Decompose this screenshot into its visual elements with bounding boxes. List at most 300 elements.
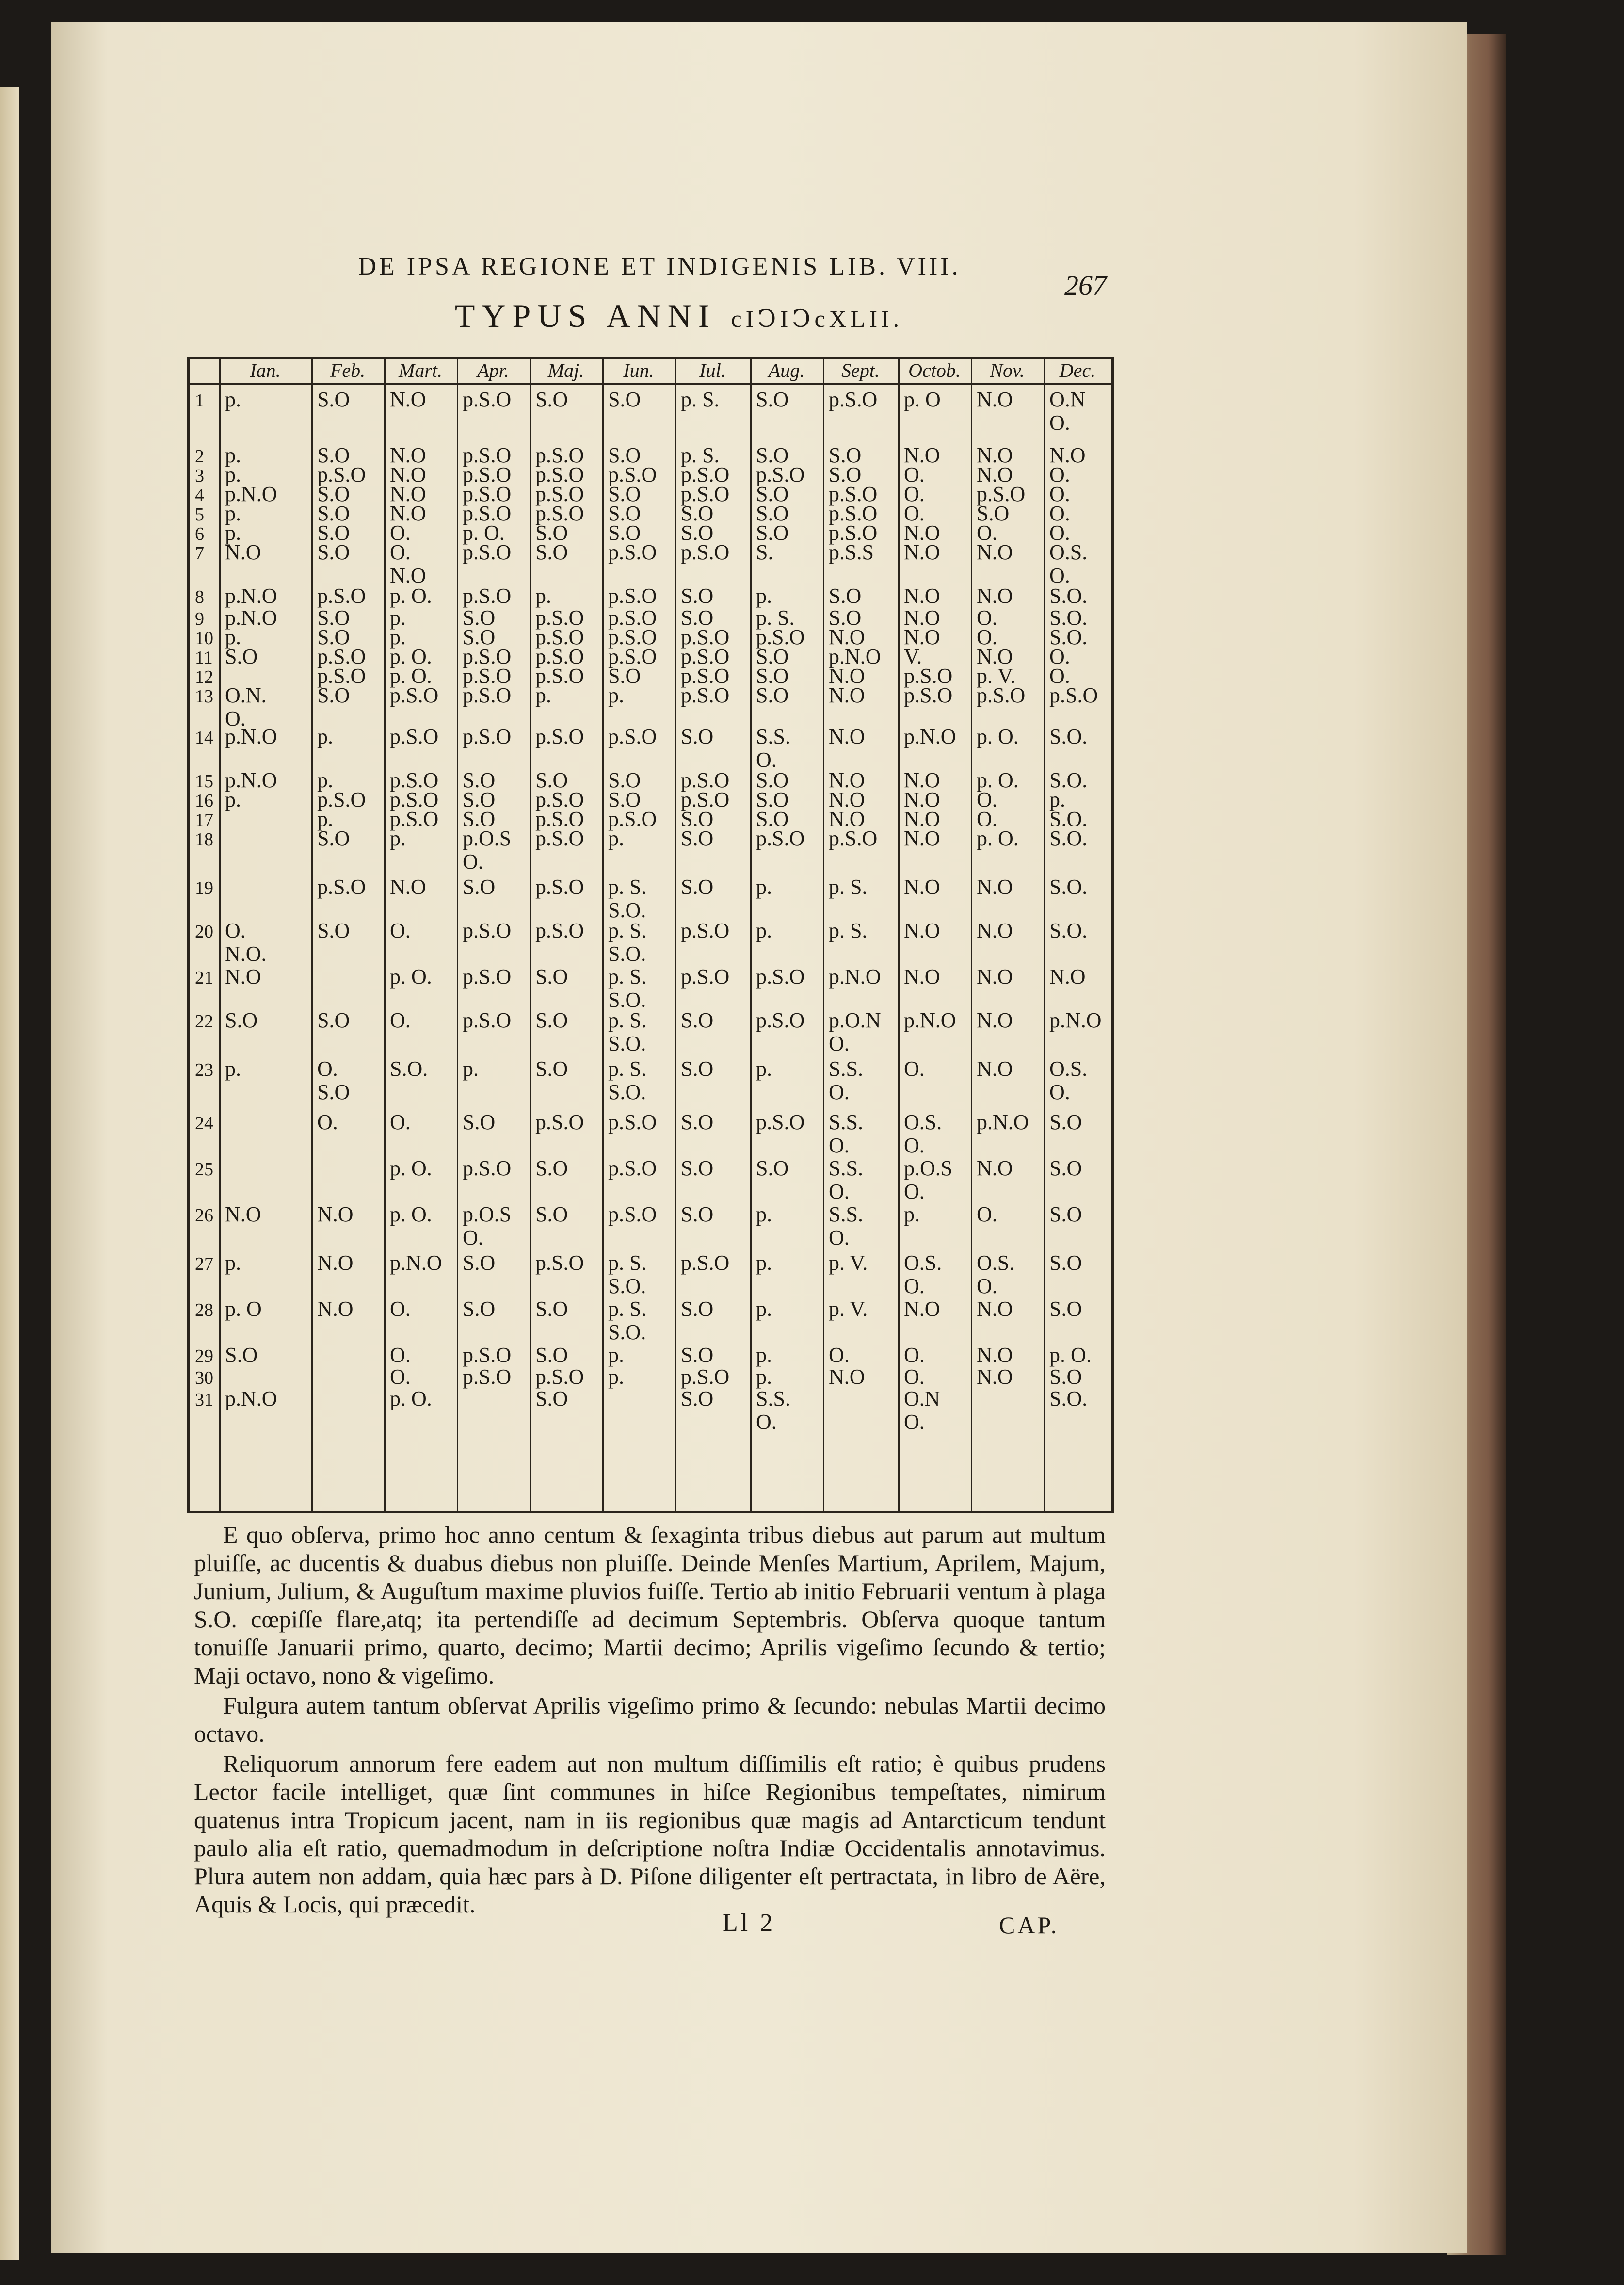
weather-cell: N.O (977, 463, 1013, 486)
weather-cell: p.S.O (681, 965, 730, 989)
column-rule (1044, 359, 1045, 1511)
weather-cell: O.N O. (1049, 388, 1086, 435)
weather-cell: N.O (977, 965, 1013, 989)
weather-cell: S.O (681, 584, 714, 608)
weather-cell: S.O. (1049, 725, 1088, 748)
weather-cell: p. (225, 1057, 241, 1081)
weather-cell: S.O (977, 502, 1010, 525)
weather-cell: p.S.O (829, 502, 878, 525)
weather-cell: S.O (225, 1008, 258, 1032)
weather-cell: N.O (904, 919, 940, 942)
month-header: Iul. (699, 359, 726, 381)
weather-cell: N.O (904, 875, 940, 899)
weather-cell: N.O (977, 1008, 1013, 1032)
table-title-text: TYPUS ANNI (454, 297, 716, 334)
weather-cell: p.S.O (681, 463, 730, 486)
weather-cell: N.O (904, 584, 940, 608)
month-header: Aug. (768, 359, 805, 381)
weather-cell: S.O (317, 683, 350, 707)
weather-cell: p.S.O (463, 1156, 512, 1180)
weather-cell: N.O (390, 875, 426, 899)
weather-cell: p. (225, 443, 241, 467)
weather-cell: p.S.O (681, 768, 730, 792)
weather-cell: p.N.O (390, 1251, 442, 1275)
paragraph: Fulgura autem tantum obſervat Aprilis vigeſimo primo & ſecundo: nebulas Martii decimo octavo. (194, 1692, 1106, 1747)
weather-cell: N.O (829, 725, 865, 748)
day-number: 15 (195, 771, 213, 792)
weather-cell: S.O (317, 540, 350, 564)
weather-cell: p.S.O (535, 645, 584, 668)
weather-cell: p.S.O (756, 1008, 805, 1032)
weather-cell: p.S.O (390, 725, 439, 748)
weather-cell: S.O (463, 807, 496, 831)
weather-cell: p.S.O (681, 645, 730, 668)
weather-cell: p. O (225, 1297, 262, 1321)
weather-cell: p.S.O (390, 683, 439, 707)
weather-cell: S.O (756, 807, 789, 831)
weather-cell: p.S.O (390, 807, 439, 831)
weather-cell: p.S.O (608, 725, 657, 748)
day-number: 18 (195, 829, 213, 850)
day-number: 27 (195, 1254, 213, 1274)
facing-page-edge (0, 87, 19, 2260)
day-number: 13 (195, 686, 213, 707)
weather-cell: N.O (904, 965, 940, 989)
weather-cell: N.O (977, 1297, 1013, 1321)
weather-cell: p. (608, 683, 624, 707)
weather-cell: p. S. (681, 388, 720, 411)
weather-cell: p. (904, 1202, 920, 1226)
weather-cell: S.O (829, 606, 862, 630)
weather-cell: p.S.O (829, 826, 878, 850)
weather-cell: p.S.O (681, 919, 730, 942)
weather-cell: S.O (535, 1057, 568, 1081)
weather-cell: O. (904, 482, 925, 506)
day-number: 14 (195, 728, 213, 748)
column-rule (675, 359, 676, 1511)
weather-cell: S.O (463, 875, 496, 899)
weather-cell: S.O (317, 502, 350, 525)
weather-cell: p. (756, 1365, 772, 1389)
weather-cell: N.O (904, 1297, 940, 1321)
day-number: 24 (195, 1113, 213, 1134)
day-number: 4 (195, 485, 204, 505)
weather-cell: S.O (225, 1343, 258, 1367)
weather-cell: p.N.O (829, 645, 881, 668)
weather-cell: p.S.O (608, 584, 657, 608)
weather-cell: p. O (904, 388, 941, 411)
weather-cell: O.S. O. (904, 1110, 942, 1157)
weather-cell: p. (225, 388, 241, 411)
weather-cell: p.S.O (463, 1343, 512, 1367)
weather-cell: p. S. S.O. (608, 1057, 647, 1104)
weather-cell: S.O (463, 625, 496, 649)
weather-cell: p. (756, 1297, 772, 1321)
weather-cell: p.S.O (608, 606, 657, 630)
weather-cell: S.O (608, 443, 641, 467)
weather-cell: N.O (829, 664, 865, 688)
weather-cell: p. (225, 1251, 241, 1275)
weather-cell: p.S.O (756, 826, 805, 850)
weather-cell: O. (390, 521, 411, 545)
signature-mark: Ll 2 (723, 1909, 776, 1937)
weather-cell: V. (904, 645, 922, 668)
weather-cell: N.O (904, 788, 940, 811)
weather-cell: p.S.O (904, 683, 953, 707)
weather-cell: p. (756, 919, 772, 942)
weather-cell: N.O (904, 606, 940, 630)
weather-cell: N.O (977, 540, 1013, 564)
weather-cell: O. (390, 1343, 411, 1367)
day-number: 3 (195, 466, 204, 486)
column-rule (971, 359, 972, 1511)
weather-cell: S.O (535, 965, 568, 989)
weather-cell: p.O.S O. (904, 1156, 953, 1203)
weather-cell: O. N.O. (225, 919, 267, 966)
weather-cell: S. (756, 540, 773, 564)
weather-cell: p. (390, 625, 406, 649)
weather-cell: O.N O. (904, 1387, 940, 1434)
weather-cell: N.O (829, 625, 865, 649)
weather-cell: S.O (535, 540, 568, 564)
weather-cell: p.N.O (225, 584, 277, 608)
weather-cell: p.N.O (904, 725, 956, 748)
weather-cell: p. (317, 725, 333, 748)
weather-cell: p. O. (1049, 1343, 1092, 1367)
weather-cell: S.O (535, 1343, 568, 1367)
weather-cell: S.O. (390, 1057, 428, 1081)
weather-cell: S.S. O. (829, 1156, 863, 1203)
weather-cell: O. (1049, 664, 1070, 688)
month-header: Mart. (399, 359, 442, 381)
weather-cell: p. (463, 1057, 479, 1081)
weather-cell: p.S.O (608, 463, 657, 486)
weather-cell: S.O (1049, 1202, 1082, 1226)
weather-cell: p.S.O (463, 388, 512, 411)
column-rule (530, 359, 531, 1511)
day-number: 17 (195, 810, 213, 830)
column-rule (750, 359, 752, 1511)
weather-cell: N.O (977, 875, 1013, 899)
weather-cell: p. S. S.O. (608, 1297, 647, 1344)
day-number: 11 (195, 648, 213, 668)
weather-cell: p. (390, 606, 406, 630)
weather-cell: p.S.O (904, 664, 953, 688)
weather-cell: p.S.O (535, 463, 584, 486)
weather-cell: N.O (317, 1297, 354, 1321)
weather-cell: p.S.O (535, 875, 584, 899)
day-number: 20 (195, 922, 213, 942)
weather-cell: p.S.O (608, 807, 657, 831)
weather-cell: p.O.S O. (463, 1202, 512, 1249)
weather-cell: N.O (904, 540, 940, 564)
weather-cell: p.N.O (904, 1008, 956, 1032)
weather-cell: S.O (225, 645, 258, 668)
day-number: 31 (195, 1390, 213, 1410)
weather-cell: N.O (904, 807, 940, 831)
month-header: Ian. (250, 359, 281, 381)
weather-cell: S.O (463, 606, 496, 630)
weather-cell: p.S.O (317, 788, 366, 811)
day-number: 9 (195, 609, 204, 629)
weather-cell: N.O (904, 625, 940, 649)
weather-cell: N.O (904, 768, 940, 792)
day-number: 30 (195, 1368, 213, 1388)
day-number: 2 (195, 446, 204, 467)
weather-cell: p.S.O (463, 919, 512, 942)
weather-cell: N.O (390, 482, 426, 506)
day-number: 19 (195, 878, 213, 898)
weather-cell: S.O (317, 443, 350, 467)
weather-cell: N.O (977, 645, 1013, 668)
weather-cell: p.S.O (535, 1365, 584, 1389)
weather-cell: p.N.O (225, 606, 277, 630)
weather-cell: S.O (681, 807, 714, 831)
weather-cell: N.O (977, 388, 1013, 411)
weather-cell: S.O (535, 768, 568, 792)
weather-cell: p.S.O (829, 521, 878, 545)
weather-cell: S.O (681, 1297, 714, 1321)
weather-cell: p.N.O (225, 725, 277, 748)
weather-cell: S.O (535, 388, 568, 411)
day-number: 12 (195, 667, 213, 687)
weather-cell: p.S.O (390, 788, 439, 811)
weather-cell: p.S.O (463, 645, 512, 668)
weather-cell: p.S.O (317, 463, 366, 486)
weather-cell: O. N.O (390, 540, 426, 587)
weather-cell: p.S.O (317, 664, 366, 688)
weather-cell: S.O (681, 725, 714, 748)
weather-cell: S.S. O. (829, 1202, 863, 1249)
weather-cell: S.O (756, 645, 789, 668)
weather-cell: p. S. (829, 875, 868, 899)
weather-cell: N.O (829, 807, 865, 831)
weather-cell: p.S.O (535, 502, 584, 525)
weather-cell: S.O (535, 521, 568, 545)
weather-cell: p.S.O (463, 502, 512, 525)
day-number: 6 (195, 524, 204, 544)
weather-cell: p.N.O (977, 1110, 1029, 1134)
weather-cell: O. (390, 1297, 411, 1321)
commentary (194, 1521, 1106, 1920)
weather-cell: p. O. (390, 664, 432, 688)
weather-cell: p. O. (390, 1156, 432, 1180)
weather-cell: p. S. S.O. (608, 1251, 647, 1298)
weather-cell: p.S.O (317, 584, 366, 608)
month-header: Octob. (908, 359, 961, 381)
weather-cell: p. (756, 584, 772, 608)
weather-cell: p.S.O (463, 482, 512, 506)
weather-cell: O. (1049, 482, 1070, 506)
table-title-year: cIↃIↃcXLII. (731, 305, 903, 332)
weather-cell: p.S.O (977, 482, 1026, 506)
weather-cell: p.S.O (977, 683, 1026, 707)
weather-cell: O.S. O. (1049, 540, 1088, 587)
weather-cell: p.S.O (535, 606, 584, 630)
weather-cell: N.O (977, 1343, 1013, 1367)
weather-cell: p. O. (977, 725, 1019, 748)
day-number: 29 (195, 1346, 213, 1366)
weather-cell: p. (756, 1343, 772, 1367)
weather-cell: S.O (681, 1202, 714, 1226)
day-number: 10 (195, 628, 213, 648)
day-number: 28 (195, 1300, 213, 1320)
weather-cell: O. (904, 1343, 925, 1367)
month-header: Feb. (330, 359, 366, 381)
weather-cell: p.S.O (463, 664, 512, 688)
weather-cell: O.N. O. (225, 683, 267, 730)
weather-cell: N.O (977, 443, 1013, 467)
weather-cell: S.O (681, 606, 714, 630)
weather-cell: S.O (608, 521, 641, 545)
weather-cell: S.O (681, 502, 714, 525)
weather-cell: S.O (317, 388, 350, 411)
page-number: 267 (1064, 270, 1107, 301)
weather-cell: p.S.O (681, 482, 730, 506)
weather-cell: S.O (756, 482, 789, 506)
weather-cell: N.O (977, 1057, 1013, 1081)
weather-cell: O. (1049, 463, 1070, 486)
weather-cell: p. O. (977, 768, 1019, 792)
weather-cell: S.O (317, 919, 350, 942)
weather-cell: O. (977, 1202, 997, 1226)
weather-cell: O. (904, 1057, 925, 1081)
weather-cell: p.S.O (463, 463, 512, 486)
weather-cell: p. O. (390, 965, 432, 989)
weather-cell: S.O (756, 1156, 789, 1180)
weather-cell: p. (756, 875, 772, 899)
weather-cell: O. (904, 1365, 925, 1389)
weather-cell: N.O (977, 919, 1013, 942)
weather-cell: N.O (225, 1202, 261, 1226)
weather-cell: S.O (608, 388, 641, 411)
weather-cell: p. O. (463, 521, 505, 545)
running-head: DE IPSA REGIONE ET INDIGENIS LIB. VIII. (358, 253, 961, 280)
weather-cell: S.O. (1049, 826, 1088, 850)
weather-cell: S.O (756, 664, 789, 688)
weather-cell: p.S.O (535, 919, 584, 942)
weather-cell: N.O (904, 521, 940, 545)
weather-cell: p.S.O (535, 443, 584, 467)
paragraph: E quo obſerva, primo hoc anno centum & ſexaginta tribus diebus aut parum aut multum pluiſſe, ac ducentis & duabus diebus non pluiſſe. Deinde Menſes Martium, Aprilem, Majum, Junium, Julium, & Auguſtum maxime pluvios fuiſſe. Tertio ab initio Februarii ventum à plaga S.O. cœpiſſe flare,atq; ita pertendiſſe ad decimum Septembris. Obſerva quoque tantum tonuiſſe Januarii primo, quarto, decimo; Martii decimo; Aprilis vigeſimo ſecundo & tertio; Maji octavo, nono & vigeſimo. (194, 1521, 1106, 1689)
weather-cell: S.S. O. (756, 725, 790, 772)
weather-cell: S.O (463, 1251, 496, 1275)
weather-cell: O. (977, 788, 997, 811)
weather-cell: O.S. O. (904, 1251, 942, 1298)
weather-cell: p. (1049, 788, 1065, 811)
weather-cell: S.O (317, 606, 350, 630)
weather-cell: p.S.O (608, 1110, 657, 1134)
weather-cell: S.O (756, 502, 789, 525)
weather-cell: S.O (463, 1110, 496, 1134)
day-number: 22 (195, 1011, 213, 1032)
weather-cell: N.O (317, 1202, 354, 1226)
weather-cell: p.S.O (463, 1008, 512, 1032)
weather-cell: N.O (317, 1251, 354, 1275)
weather-cell: p.S.O (756, 1110, 805, 1134)
weather-cell: S.O. (1049, 807, 1088, 831)
weather-cell: p.S.S (829, 540, 874, 564)
weather-cell: S.O (317, 482, 350, 506)
weather-cell: N.O (829, 788, 865, 811)
weather-cell: p.S.O (1049, 683, 1098, 707)
weather-cell: O. (977, 606, 997, 630)
weather-cell: S.O (829, 584, 862, 608)
weather-cell: p.S.O (535, 1110, 584, 1134)
weather-cell: S.O (317, 1008, 350, 1032)
weather-cell: S.O (681, 826, 714, 850)
weather-cell: p. O. (390, 1387, 432, 1410)
weather-cell: p.S.O (535, 482, 584, 506)
weather-cell: p.N.O (225, 768, 277, 792)
weather-cell: p. V. (977, 664, 1016, 688)
day-number: 5 (195, 504, 204, 525)
weather-cell: p. (608, 826, 624, 850)
month-header: Maj. (547, 359, 584, 381)
header-rule (190, 383, 1111, 385)
weather-cell: S.O (535, 1156, 568, 1180)
weather-cell: S.O. (1049, 768, 1088, 792)
weather-cell: N.O (829, 683, 865, 707)
weather-cell: N.O (225, 965, 261, 989)
table-title (412, 297, 946, 335)
weather-cell: S.S. O. (829, 1057, 863, 1104)
weather-cell: p. (225, 463, 241, 486)
weather-cell: p.S.O (681, 1251, 730, 1275)
weather-cell: S.O (1049, 1297, 1082, 1321)
weather-cell: S.O (756, 388, 789, 411)
weather-cell: p.N.O (225, 482, 277, 506)
weather-cell: S.O (317, 521, 350, 545)
weather-cell: S.O (608, 664, 641, 688)
weather-cell: S.O (681, 521, 714, 545)
weather-cell: S.O (681, 1343, 714, 1367)
day-number: 21 (195, 968, 213, 988)
weather-cell: S.O (1049, 1110, 1082, 1134)
weather-cell: p.N.O (829, 965, 881, 989)
weather-cell: O. (977, 521, 997, 545)
weather-cell: S.O (608, 788, 641, 811)
column-rule (384, 359, 386, 1511)
weather-cell: S.S. O. (829, 1110, 863, 1157)
weather-cell: S.O (756, 521, 789, 545)
weather-cell: p. S. S.O. (608, 919, 647, 966)
weather-cell: p.S.O (756, 625, 805, 649)
weather-cell: S.O (1049, 1156, 1082, 1180)
weather-cell: S.O (317, 625, 350, 649)
weather-cell: N.O (390, 502, 426, 525)
column-rule (457, 359, 458, 1511)
weather-cell: p.S.O (463, 443, 512, 467)
weather-cell: S.O. (1049, 625, 1088, 649)
weather-cell: S.O (1049, 1251, 1082, 1275)
weather-cell: p.S.O (681, 664, 730, 688)
day-number: 8 (195, 587, 204, 607)
weather-cell: O. (829, 1343, 850, 1367)
weather-cell: O. (390, 1110, 411, 1134)
weather-cell: p. (225, 502, 241, 525)
weather-cell: N.O (390, 463, 426, 486)
weather-cell: S.O. (1049, 875, 1088, 899)
day-number: 23 (195, 1060, 213, 1080)
weather-cell: p. O. (390, 1202, 432, 1226)
month-header: Apr. (477, 359, 509, 381)
weather-cell: O. (904, 502, 925, 525)
weather-cell: O. (390, 919, 411, 942)
weather-cell: N.O (225, 540, 261, 564)
weather-cell: N.O (390, 443, 426, 467)
weather-cell: p.S.O (463, 584, 512, 608)
